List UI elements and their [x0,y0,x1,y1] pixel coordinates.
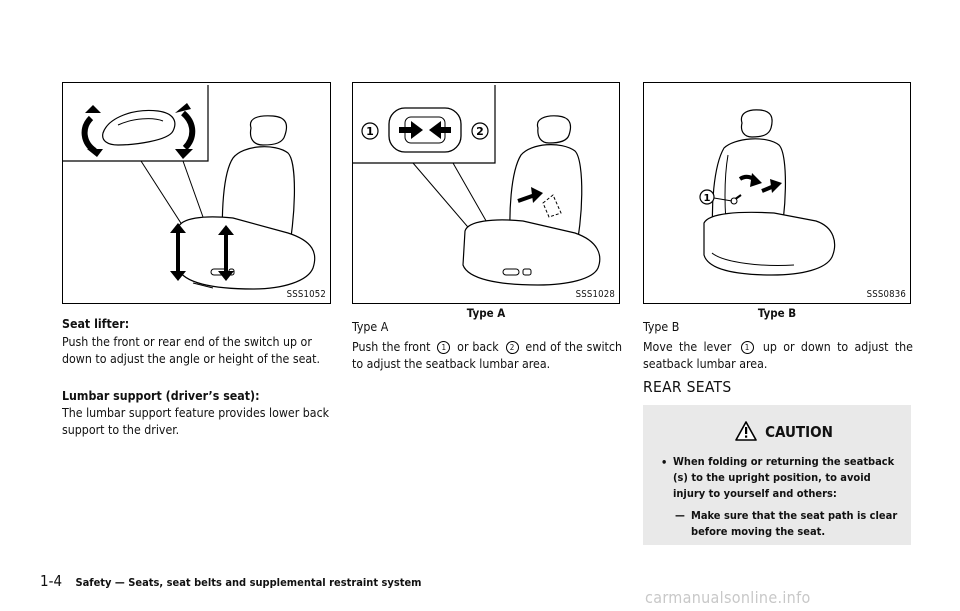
seat-lifter-heading: Seat lifter: [62,317,130,331]
seat-lifter-illustration [63,83,332,305]
type-a-illustration [353,83,621,305]
type-a-label: Type A [352,320,389,334]
figure-code: SSS1052 [286,289,326,300]
page-footer [40,572,422,590]
type-a-text-mid: or back [457,340,499,354]
callout-2: 2 [506,341,519,354]
figure-caption-type-b: Type B [757,306,797,320]
type-b-illustration [644,83,912,305]
type-b-text [643,339,913,373]
figure-type-b [643,82,911,304]
svg-text:1: 1 [366,125,374,138]
figure-seat-lifter [62,82,331,304]
figure-code: SSS0836 [866,289,906,300]
watermark: carmanualsonline.info [645,588,811,607]
type-a-text [352,339,622,373]
caution-bullet-marker: • [661,456,668,469]
svg-text:1: 1 [703,193,711,204]
caution-box [643,405,911,545]
figure-caption-type-a: Type A [466,306,506,320]
seat-lifter-text: Push the front or rear end of the switch up or down to adjust the angle or height of the seat. [62,335,321,366]
callout-1: 1 [437,341,450,354]
footer-title: Safety — Seats, seat belts and supplemental restraint system [75,576,422,589]
type-b-text-post: up or down to adjust the seatback lumbar area. [643,340,913,371]
caution-bullet-text: When folding or returning the seatback (s) to the upright position, to avoid injury to yourself and others: [673,455,895,500]
callout-1: 1 [741,341,754,354]
lumbar-text: The lumbar support feature provides lower back support to the driver. [62,406,330,437]
caution-title: CAUTION [765,423,833,441]
figure-type-a [352,82,620,304]
type-a-text-pre: Push the front [352,340,431,354]
type-a-text-post: end of the switch to adjust the seatback lumbar area. [352,340,622,371]
caution-sub-marker: — [675,509,685,522]
caution-sub-text: Make sure that the seat path is clear before moving the seat. [691,509,898,538]
type-b-text-pre: Move the lever [643,340,732,354]
figure-code: SSS1028 [575,289,615,300]
page-number: 1-4 [40,572,63,590]
lumbar-heading: Lumbar support (driver’s seat): [62,389,260,403]
svg-text:2: 2 [476,125,484,138]
type-b-label: Type B [643,320,680,334]
section-heading: REAR SEATS [643,378,732,396]
